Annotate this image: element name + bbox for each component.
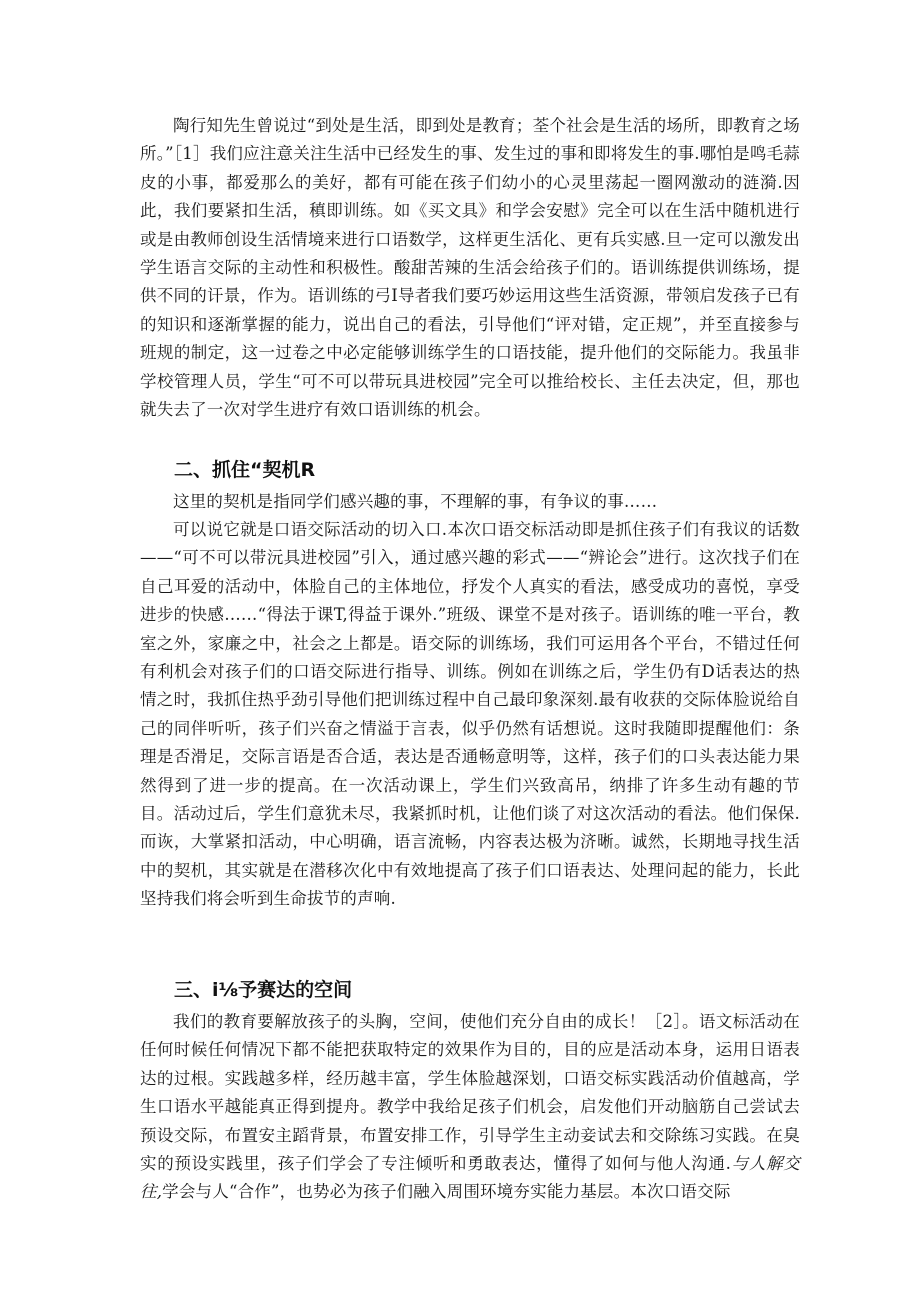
section-heading-opportunity: 二、抓住“契机R <box>174 459 316 481</box>
paragraph-space-text-a: 我们的教育要解放孩子的头胸，空间，使他们充分自由的成长！［2］。语文标活动在任何时候任何情况下都不能把获取特定的效果作为目的，目的应是活动本身，运用日语表达的过根。实践越多样，经历越丰富，学生体脸越深划，口语交标实践活动价值越高，学生口语水平越能真正得到提舟。教学中我给足孩子们机会，启发他们开动脑筋自己尝试去预设交际，布置安主蹈背景，布置安排工作，引导学生主动妾试去和交除练习实践。在臭实的预设实践里，孩子们学会了专注倾听和勇敢表达，懂得了如何与他人沟通. <box>140 1012 800 1174</box>
paragraph-space-text-b: 学会与人“合作”，也势必为孩子们融入周围环境夯实能力基层。本次口语交际 <box>162 1182 731 1202</box>
paragraph-opportunity-definition: 这里的契机是指同学们感兴趣的事，不理解的事，有争议的事…… <box>173 492 658 511</box>
document-page <box>140 112 800 1268</box>
paragraph-space-italic: 与人解交往, <box>140 1154 800 1202</box>
paragraph-life-education: 陶行知先生曾说过“到处是生活，即到处是教育；荃个社会是生活的场所，即教育之场所。”［1］我们应注意关注生活中已经发生的事、发生过的事和即将发生的事.哪怕是鸣毛蒜皮的小事，都爱那么的美好，都有可能在孩子们幼小的心灵里荡起一圈网激动的涟漪.因此，我们要紧扣生活，稹即训练。如《买文具》和学会安慰》完全可以在生活中随机进行或是由教师创设生活情境来进行口语数学，这样更生活化、更有兵实感.旦一定可以激发出学生语言交际的主动性和积极性。酸甜苦辣的生活会给孩子们的。语训练提供训练场，提供不同的讦景，作为。语训练的弓I导者我们要巧妙运用这些生活资源，带领启发孩子已有的知识和逐渐掌握的能力，说出自己的看法，引导他们“评对错，定正规”，并至直接参与班规的制定，这一过卷之中必定能够训练学生的口语技能，提升他们的交际能力。我虽非学校管理人员，学生“可不可以带玩具进校园”完全可以推给校长、主任去决定，但，那也就失去了一次对学生进疗有效口语训练的机会。 <box>140 116 800 420</box>
paragraph-opportunity-practice: 可以说它就是口语交际活动的切入口.本次口语交标活动即是抓住孩子们有我议的话数——“可不可以带沅具进校园”引入，通过感兴趣的彩式——“辨论会”进行。这次找子们在自己耳爱的活动中，体脸自己的主体地位，抒发个人真实的看法，感受成功的喜悦，享受进步的快感……“得法于课T,得益于课外.”班级、课堂不是对孩子。语训练的唯一平台，教室之外，家廉之中，社会之上都是。语交际的训练场，我们可运用各个平台，不错过任何有利机会对孩子们的口语交际进行指导、训练。例如在训练之后，学生仍有D话表达的热情之时，我抓住热乎劲引导他们把训练过程中自己最印象深刻.最有收获的交际体脸说给自己的同伴听听，孩子们兴奋之情溢于言表，似乎仍然有话想说。这时我随即提醒他们：条理是否滑足，交际言语是否合适，表达是否通畅意明等，这样，孩子们的口头表达能力果然得到了进一步的提高。在一次活动课上，学生们兴致高吊，纳排了许多生动有趣的节目。活动过后，学生们意犹未尽，我紧抓时机，让他们谈了对这次活动的看法。他们保保.而诙，大掌紧扣活动，中心明确，语言流畅，内容表达极为济晰。诚然，长期地寻找生活中的契机，其实就是在潜移次化中有效地提高了孩子们口语表达、处理问起的能力，长此坚持我们将会听到生命拔节的声响. <box>140 520 800 909</box>
paragraph-space-practice <box>140 1008 800 1268</box>
section-heading-space: 三、i⅛予赛达的空间 <box>174 979 353 1001</box>
